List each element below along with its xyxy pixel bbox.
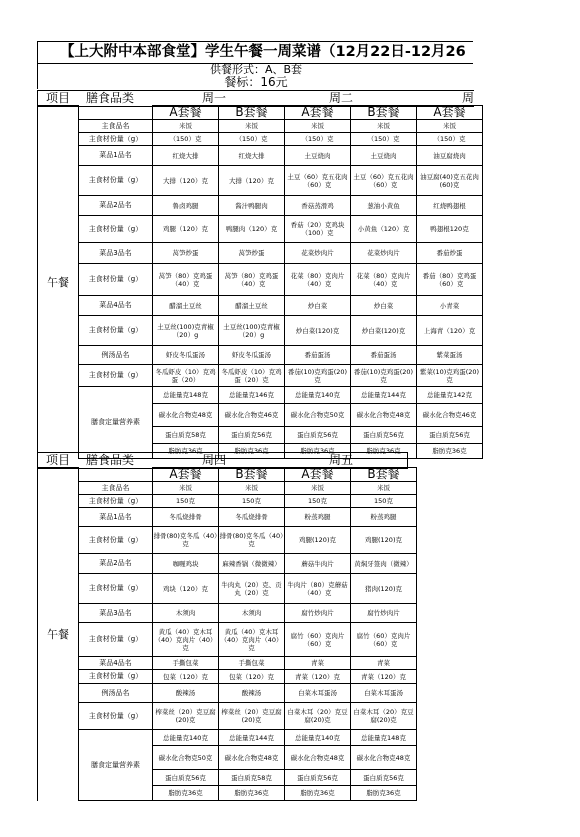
menu-cell: 白菜木耳（20）克豆腐(20)克 — [351, 703, 417, 730]
menu-cell: 紫菜(10)克鸡蛋(20)克 — [417, 365, 483, 387]
table-row — [38, 296, 483, 316]
nutrition-cell: 蛋白质克58克 — [153, 427, 219, 444]
menu-cell: 紫菜蛋汤 — [417, 346, 483, 365]
menu-cell: 木须肉 — [153, 604, 219, 623]
nutrition-cell: 脂肪克36克 — [219, 786, 285, 801]
table-row — [38, 316, 483, 346]
nutrition-cell: 总能量克140克 — [285, 730, 351, 746]
menu-cell: 腐竹（60）克肉片（60）克 — [351, 623, 417, 657]
menu-cell: 米饭 — [351, 482, 417, 495]
blank-cell — [79, 106, 153, 120]
table-row — [38, 133, 483, 146]
menu-cell: 香菇（20）克鸡块（100）克 — [285, 216, 351, 243]
menu-cell: 香菇蒸滑鸡 — [285, 196, 351, 216]
table-row — [38, 482, 417, 495]
menu-cell: （150）克 — [219, 133, 285, 146]
side-label-lunch: 午餐 — [38, 106, 79, 459]
menu-cell: 白菜木耳蛋汤 — [285, 684, 351, 703]
label-nutrition: 膳食定量营养素 — [79, 730, 153, 801]
row-label-amt: 主食材份量（g） — [79, 166, 153, 196]
menu-cell: 番茄蛋汤 — [351, 346, 417, 365]
menu-cell: 大排（120）克 — [153, 166, 219, 196]
menu-cell: 150克 — [285, 495, 351, 508]
table-row — [38, 216, 483, 243]
row-label-amt: 主食材份量（g） — [79, 264, 153, 296]
nutrition-cell: 碳水化合物克46克 — [417, 404, 483, 427]
menu-cell: 冬瓜烧排骨 — [153, 508, 219, 527]
row-label-amt: 主食材份量（g） — [79, 623, 153, 657]
row-label-amt: 主食材份量（g） — [79, 574, 153, 604]
row-label-soup_name: 例汤品名 — [79, 684, 153, 703]
package-header: A套餐 — [417, 106, 483, 120]
nutrition-cell: 总能量克148克 — [153, 387, 219, 404]
menu-cell: 米饭 — [417, 120, 483, 133]
table-row — [38, 243, 483, 264]
menu-cell: 榨菜丝（20）克豆腐(20)克 — [153, 703, 219, 730]
table-row — [38, 604, 417, 623]
menu-cell: 鸡腿(120)克 — [351, 527, 417, 554]
label-nutrition: 膳食定量营养素 — [79, 387, 153, 459]
table-row — [38, 346, 483, 365]
menu-cell: 鸡腿（120）克 — [153, 216, 219, 243]
table-row — [38, 387, 483, 404]
menu-cell: 排骨(80)克冬瓜（40）克 — [153, 527, 219, 554]
row-label-dish1_name: 菜品1品名 — [79, 146, 153, 166]
menu-cell: （150）克 — [351, 133, 417, 146]
menu-cell: 咖喱鸡块 — [153, 554, 219, 574]
header-day-mon: 周一 — [202, 91, 227, 105]
menu-cell: 土豆丝(100)克青椒（20）g — [153, 316, 219, 346]
nutrition-cell: 脂肪克36克 — [351, 786, 417, 801]
menu-cell: 排骨(80)克冬瓜（40）克 — [219, 527, 285, 554]
menu-cell: 青菜（120）克 — [351, 670, 417, 684]
table-row — [38, 166, 483, 196]
menu-cell: 米饭 — [285, 120, 351, 133]
row-label-dish2_name: 菜品2品名 — [79, 196, 153, 216]
menu-cell: 土豆丝(100)克青椒（20）g — [219, 316, 285, 346]
menu-cell: 150克 — [219, 495, 285, 508]
menu-cell: 土豆烧肉 — [351, 146, 417, 166]
menu-cell: 麻辣香锅（微微辣） — [219, 554, 285, 574]
table-row — [38, 120, 483, 133]
menu-cell: 黄焖牙签肉（微辣） — [351, 554, 417, 574]
menu-cell: 猪肉(120)克 — [351, 574, 417, 604]
table-row — [38, 730, 417, 746]
nutrition-cell: 蛋白质克56克 — [285, 770, 351, 786]
menu-cell: 酸辣汤 — [153, 684, 219, 703]
menu-cell: 莴笋炒蛋 — [219, 243, 285, 264]
nutrition-cell: 总能量克144克 — [219, 730, 285, 746]
menu-cell: 米饭 — [219, 120, 285, 133]
menu-cell: 鲁卤鸡腿 — [153, 196, 219, 216]
row-label-amt: 主食材份量（g） — [79, 527, 153, 554]
menu-cell: 黄瓜（40）克木耳（40）克肉片（40）克 — [153, 623, 219, 657]
menu-cell: 粉蒸鸡腿 — [351, 508, 417, 527]
menu-cell: 红烧鸭翅根 — [417, 196, 483, 216]
menu-cell: 上海青（120）克 — [417, 316, 483, 346]
menu-cell: 油豆腐烧肉 — [417, 146, 483, 166]
nutrition-cell: 碳水化合物克46克 — [219, 404, 285, 427]
menu-cell: 土豆（60）克五花肉（60）克 — [351, 166, 417, 196]
menu-cell: 炒白菜 — [351, 296, 417, 316]
menu-cell: 150克 — [153, 495, 219, 508]
menu-cell: 手撕包菜 — [153, 657, 219, 670]
package-header: B套餐 — [351, 106, 417, 120]
menu-cell: 虾皮冬瓜蛋汤 — [219, 346, 285, 365]
row-label-staple_name: 主食品名 — [79, 120, 153, 133]
table-row — [38, 468, 417, 482]
nutrition-cell: 脂肪克36克 — [153, 786, 219, 801]
menu-cell: 炒白菜(120)克 — [285, 316, 351, 346]
week2-table — [37, 467, 417, 801]
menu-cell: 鸡腿(120)克 — [285, 527, 351, 554]
nutrition-cell: 脂肪克36克 — [285, 786, 351, 801]
serving-format: 供餐形式：A、B套 — [37, 64, 474, 76]
menu-cell: 花菜炒肉片 — [285, 243, 351, 264]
menu-cell: 米饭 — [285, 482, 351, 495]
table-row — [38, 527, 417, 554]
row-label-amt: 主食材份量（g） — [79, 703, 153, 730]
table-row — [38, 495, 417, 508]
menu-cell: 榨菜丝（20）克豆腐(20)克 — [219, 703, 285, 730]
table-row — [38, 574, 417, 604]
table-row — [38, 365, 483, 387]
menu-cell: 葱油小黄鱼 — [351, 196, 417, 216]
package-header: B套餐 — [219, 468, 285, 482]
table-row — [38, 196, 483, 216]
row-label-dish3_name: 菜品3品名 — [79, 243, 153, 264]
row-label-dish2_name: 菜品2品名 — [79, 554, 153, 574]
menu-cell: 土豆烧肉 — [285, 146, 351, 166]
week1-table — [37, 105, 483, 459]
menu-cell: 花菜（80）克肉片（40）克 — [285, 264, 351, 296]
menu-cell: 炒白菜(120)克 — [351, 316, 417, 346]
menu-cell: 腐竹炒肉片 — [351, 604, 417, 623]
menu-cell: 青菜 — [351, 657, 417, 670]
menu-cell: 莴笋（80）克鸡蛋（40）克 — [153, 264, 219, 296]
nutrition-cell: 蛋白质克56克 — [351, 770, 417, 786]
menu-cell: 包菜（120）克 — [219, 670, 285, 684]
menu-cell: 腐竹炒肉片 — [285, 604, 351, 623]
menu-cell: 米饭 — [351, 120, 417, 133]
menu-cell: 番茄炒蛋 — [417, 243, 483, 264]
menu-cell: 醋溜土豆丝 — [219, 296, 285, 316]
menu-cell: 白菜木耳蛋汤 — [351, 684, 417, 703]
nutrition-cell: 蛋白质克56克 — [219, 427, 285, 444]
menu-cell: 小青菜 — [417, 296, 483, 316]
nutrition-cell: 总能量克140克 — [285, 387, 351, 404]
nutrition-cell: 脂肪克36克 — [417, 444, 483, 459]
menu-cell: 蘑菇牛肉片 — [285, 554, 351, 574]
nutrition-cell: 总能量克148克 — [351, 730, 417, 746]
menu-cell: 炒白菜 — [285, 296, 351, 316]
nutrition-cell: 蛋白质克58克 — [219, 770, 285, 786]
sheet-title: 【上大附中本部食堂】学生午餐一周菜谱（12月22日-12月26 — [37, 41, 473, 64]
table-row — [38, 508, 417, 527]
menu-cell: 冬瓜烧排骨 — [219, 508, 285, 527]
nutrition-cell: 总能量克144克 — [351, 387, 417, 404]
menu-cell: 大排（120）克 — [219, 166, 285, 196]
menu-cell: 红烧大排 — [153, 146, 219, 166]
menu-cell: 红烧大排 — [219, 146, 285, 166]
menu-cell: （150）克 — [417, 133, 483, 146]
row-label-amt: 主食材份量（g） — [79, 316, 153, 346]
package-header: A套餐 — [153, 106, 219, 120]
menu-cell: 包菜（120）克 — [153, 670, 219, 684]
menu-cell: 莴笋炒蛋 — [153, 243, 219, 264]
nutrition-cell: 碳水化合物克50克 — [285, 404, 351, 427]
row-label-amt: 主食材份量（g） — [79, 216, 153, 243]
menu-cell: 土豆（60）克五花肉（60）克 — [285, 166, 351, 196]
table-row — [38, 670, 417, 684]
nutrition-cell: 总能量克142克 — [417, 387, 483, 404]
package-header: A套餐 — [285, 468, 351, 482]
menu-cell: 番茄(10)克鸡蛋(20)克 — [351, 365, 417, 387]
header-category: 膳食品类 — [86, 453, 135, 467]
nutrition-cell: 脂肪克36克 — [285, 444, 351, 459]
nutrition-cell: 蛋白质克56克 — [351, 427, 417, 444]
menu-cell: 白菜木耳（20）克豆腐(20)克 — [285, 703, 351, 730]
table-row — [38, 703, 417, 730]
menu-cell: 青菜（120）克 — [285, 670, 351, 684]
menu-cell: （150）克 — [285, 133, 351, 146]
table-row — [38, 264, 483, 296]
table-row — [38, 623, 417, 657]
menu-cell: 酱汁鸭腿肉 — [219, 196, 285, 216]
package-header: B套餐 — [219, 106, 285, 120]
row-label-staple_amt: 主食材份量（g） — [79, 495, 153, 508]
nutrition-cell: 脂肪克36克 — [219, 444, 285, 459]
package-header: A套餐 — [285, 106, 351, 120]
header-day-wed: 周 — [462, 91, 475, 105]
table-row — [38, 554, 417, 574]
package-header: B套餐 — [351, 468, 417, 482]
menu-cell: 牛肉片（80）克蘑菇（40）克 — [285, 574, 351, 604]
nutrition-cell: 碳水化合物克48克 — [219, 746, 285, 770]
row-label-amt: 主食材份量（g） — [79, 365, 153, 387]
nutrition-cell: 总能量克140克 — [153, 730, 219, 746]
row-label-dish4_name: 菜品4品名 — [79, 657, 153, 670]
nutrition-cell: 脂肪克36克 — [153, 444, 219, 459]
menu-cell: 黄瓜（40）克木耳（40）克肉片（40）克 — [219, 623, 285, 657]
menu-cell: 木须肉 — [219, 604, 285, 623]
menu-cell: 虾皮冬瓜蛋汤 — [153, 346, 219, 365]
row-label-dish4_name: 菜品4品名 — [79, 296, 153, 316]
menu-cell: 油豆腐(40)克五花肉(60)克 — [417, 166, 483, 196]
meal-price: 餐标：16元 — [37, 76, 474, 89]
row-label-staple_name: 主食品名 — [79, 482, 153, 495]
nutrition-cell: 总能量克146克 — [219, 387, 285, 404]
menu-cell: 鸡块（120）克 — [153, 574, 219, 604]
menu-cell: 花菜炒肉片 — [351, 243, 417, 264]
header-day-fri: 周五 — [329, 453, 354, 467]
menu-cell: 番茄(10)克鸡蛋(20)克 — [285, 365, 351, 387]
header-item: 项目 — [46, 91, 71, 105]
row-label-dish1_name: 菜品1品名 — [79, 508, 153, 527]
row-label-dish3_name: 菜品3品名 — [79, 604, 153, 623]
nutrition-cell: 蛋白质克56克 — [153, 770, 219, 786]
header-category: 膳食品类 — [86, 91, 135, 105]
header-day-thu: 周四 — [202, 453, 227, 467]
blank-cell — [79, 468, 153, 482]
side-label-lunch: 午餐 — [38, 468, 79, 801]
table-row — [38, 106, 483, 120]
header-item: 项目 — [46, 453, 71, 467]
menu-cell: 米饭 — [219, 482, 285, 495]
nutrition-cell: 蛋白质克56克 — [417, 427, 483, 444]
menu-cell: 米饭 — [153, 482, 219, 495]
row-label-soup_name: 例汤品名 — [79, 346, 153, 365]
menu-cell: 牛肉丸（20）克、贡丸（20）克 — [219, 574, 285, 604]
menu-cell: 米饭 — [153, 120, 219, 133]
menu-cell: 150克 — [351, 495, 417, 508]
menu-cell: 冬瓜虾皮（10）克鸡蛋（20）克 — [219, 365, 285, 387]
table-row — [38, 146, 483, 166]
nutrition-cell: 碳水化合物克48克 — [285, 746, 351, 770]
menu-cell: 手撕包菜 — [219, 657, 285, 670]
menu-cell: 酸辣汤 — [219, 684, 285, 703]
menu-cell: 番茄（80）克鸡蛋（60）克 — [417, 264, 483, 296]
table-row — [38, 684, 417, 703]
nutrition-cell: 碳水化合物克48克 — [351, 404, 417, 427]
menu-cell: 醋溜土豆丝 — [153, 296, 219, 316]
row-label-amt: 主食材份量（g） — [79, 670, 153, 684]
menu-cell: 番茄蛋汤 — [285, 346, 351, 365]
nutrition-cell: 脂肪克36克 — [351, 444, 417, 459]
menu-cell: 鸭腿肉（120）克 — [219, 216, 285, 243]
menu-cell: 莴笋（80）克鸡蛋（40）克 — [219, 264, 285, 296]
row-label-staple_amt: 主食材份量（g） — [79, 133, 153, 146]
menu-cell: 冬瓜虾皮（10）克鸡蛋（20） — [153, 365, 219, 387]
nutrition-cell: 碳水化合物克48克 — [153, 404, 219, 427]
nutrition-cell: 碳水化合物克50克 — [153, 746, 219, 770]
package-header: A套餐 — [153, 468, 219, 482]
nutrition-cell: 碳水化合物克48克 — [351, 746, 417, 770]
menu-cell: 腐竹（60）克肉片（60）克 — [285, 623, 351, 657]
menu-cell: 花菜（80）克肉片（40）克 — [351, 264, 417, 296]
menu-cell: 青菜 — [285, 657, 351, 670]
nutrition-cell: 蛋白质克56克 — [285, 427, 351, 444]
menu-cell: （150）克 — [153, 133, 219, 146]
menu-cell: 粉蒸鸡腿 — [285, 508, 351, 527]
header-day-tue: 周二 — [329, 91, 354, 105]
menu-cell: 鸭翅根120克 — [417, 216, 483, 243]
menu-cell: 小黄鱼（120）克 — [351, 216, 417, 243]
menu-sheet — [37, 41, 480, 797]
table-row — [38, 657, 417, 670]
